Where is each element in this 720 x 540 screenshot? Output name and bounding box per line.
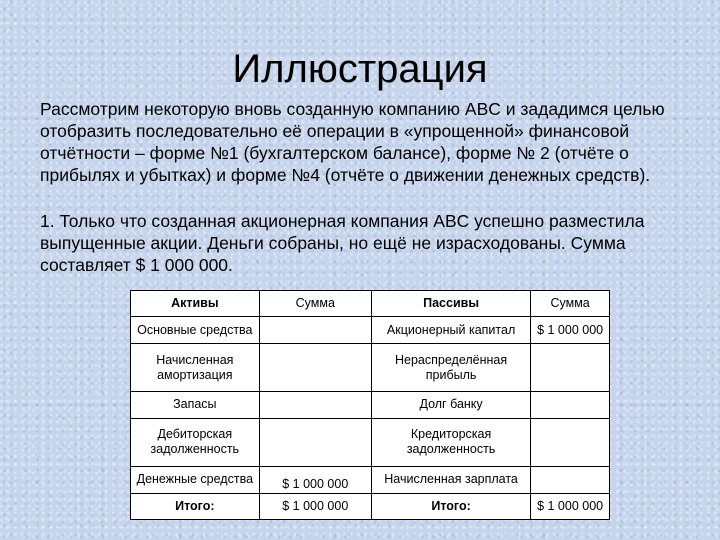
asset-amount bbox=[259, 317, 371, 343]
table-row bbox=[131, 392, 610, 418]
asset-total-label: Итого: bbox=[131, 493, 260, 519]
liability-amount bbox=[531, 467, 610, 493]
asset-label: Начисленная амортизация bbox=[131, 343, 260, 391]
table-row bbox=[131, 467, 610, 493]
header-amount-liabilities: Сумма bbox=[531, 291, 610, 317]
asset-label: Запасы bbox=[131, 392, 260, 418]
asset-amount: $ 1 000 000 bbox=[259, 467, 371, 493]
header-amount-assets: Сумма bbox=[259, 291, 371, 317]
liability-label: Кредиторская задолженность bbox=[371, 418, 530, 466]
asset-amount bbox=[259, 418, 371, 466]
liability-total-amount: $ 1 000 000 bbox=[531, 493, 610, 519]
table-row bbox=[131, 317, 610, 343]
header-assets: Активы bbox=[131, 291, 260, 317]
table-header-row bbox=[131, 291, 610, 317]
liability-label: Долг банку bbox=[371, 392, 530, 418]
asset-amount bbox=[259, 343, 371, 391]
table-row bbox=[131, 418, 610, 466]
liability-amount bbox=[531, 418, 610, 466]
liability-total-label: Итого: bbox=[371, 493, 530, 519]
asset-label: Основные средства bbox=[131, 317, 260, 343]
table-row bbox=[131, 343, 610, 391]
asset-total-amount: $ 1 000 000 bbox=[259, 493, 371, 519]
step-1-paragraph: 1. Только что созданная акционерная компания ABC успешно разместила выпущенные акции. Деньги собраны, но ещё не израсходованы. Сумма составляет $ 1 000 000. bbox=[40, 211, 645, 275]
header-liabilities: Пассивы bbox=[371, 291, 530, 317]
liability-label: Акционерный капитал bbox=[371, 317, 530, 343]
asset-label: Денежные средства bbox=[131, 467, 260, 493]
table-total-row bbox=[131, 493, 610, 519]
liability-label: Начисленная зарплата bbox=[371, 467, 530, 493]
slide-title: Иллюстрация bbox=[232, 47, 488, 91]
intro-paragraph: Рассмотрим некоторую вновь созданную компанию ABC и зададимся целью отобразить последовательно её операции в «упрощенной» финансовой отчётности – форме №1 (бухгалтерском балансе), форме № 2 (отчёте о прибылях и убытках) и форме №4 (отчёте о движении денежных средств). bbox=[40, 99, 665, 185]
liability-amount: $ 1 000 000 bbox=[531, 317, 610, 343]
liability-label: Нераспределённая прибыль bbox=[371, 343, 530, 391]
asset-amount bbox=[259, 392, 371, 418]
asset-label: Дебиторская задолженность bbox=[131, 418, 260, 466]
liability-amount bbox=[531, 343, 610, 391]
balance-sheet-table bbox=[130, 290, 610, 520]
liability-amount bbox=[531, 392, 610, 418]
